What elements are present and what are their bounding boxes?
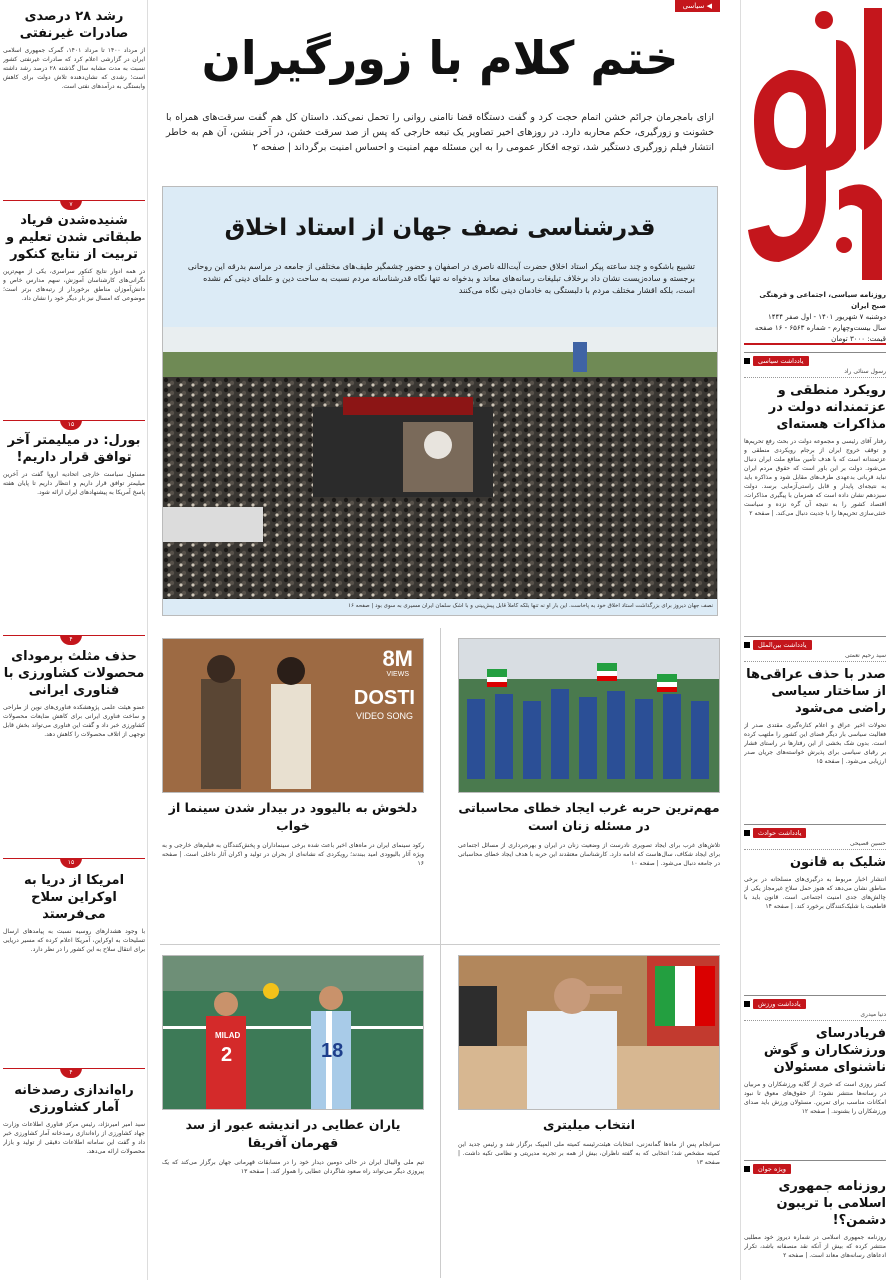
story-card[interactable] [458, 638, 720, 925]
main-headline[interactable]: ختم کلام با زورگیران [201, 31, 679, 85]
player-name: MILAD [215, 1031, 241, 1040]
right-column-item[interactable] [744, 352, 886, 627]
item-body: از مرداد ۱۴۰۰ تا مرداد ۱۴۰۱، گمرک جمهوری اسلامی ایران در گزارشی اعلام کرد که صادرات غیرنفتی کشور نسبت به مدت مشابه سال گذشته ۲۸ درصد رشد داشته است؛ رشدی که نشان‌دهنده تلاش دولت برای کاهش وابستگی به درآمدهای نفتی است. [3, 47, 145, 90]
masthead-date: دوشنبه ۷ شهریور ۱۴۰۱ - اول صفر ۱۴۴۴ [768, 313, 886, 321]
item-body: در همه ادوار نتایج کنکور سراسری، یکی از مهم‌ترین نگرانی‌های کارشناسان آموزش، سهم مدارس خاص و دانش‌آموزان مناطق برخوردار از رتبه‌های برتر است؛ موضوعی که امسال نیز بار دیگر خود را نشان داد. [3, 268, 145, 302]
item-title[interactable]: رشد ۲۸ درصدی صادرات غیرنفتی [19, 9, 129, 41]
masthead-price: قیمت: ۳۰۰۰ تومان [831, 335, 886, 343]
story-title[interactable]: دلخوش به بالیوود در بیدار شدن سینما از خواب [168, 800, 418, 833]
funeral-crowd-photo [163, 327, 718, 599]
column-divider [440, 628, 441, 1278]
square-icon [744, 358, 750, 364]
lead-paragraph: ازای بامجرمان جرائم خشن اتمام حجت کرد و گفت دستگاه قضا ناامنی روانی را تحمل نمی‌کند. داستان کل هم گفت سرقت‌های همراه با خشونت و زورگیری، حکم محاربه دارد. در روزهای اخیر تصاویر یک تبعه خارجی که پس از صد سرقت خشن، در آخر بنشن، آن هم به خاطر انتشار فیلم زورگیری دستگیر شد، توجه افکار عمومی را به این مسئله مهم امنیت و احساس امنیت برگرداند | صفحه ۲ [166, 112, 714, 153]
page-number-badge: ۴ [60, 635, 82, 645]
right-column-item[interactable] [744, 636, 886, 821]
main-content [160, 0, 720, 1280]
song-subtitle: VIDEO SONG [355, 711, 413, 721]
left-column-item[interactable] [3, 1082, 145, 1260]
left-column [0, 0, 148, 1280]
item-title[interactable]: شلیک به قانون [789, 855, 886, 870]
author: حسین فصیحی [744, 840, 886, 850]
author: رسول سنائی راد [744, 368, 886, 378]
section-tag: یادداشت بین‌الملل [753, 640, 812, 650]
story-body: تلاش‌های غرب برای ایجاد تصویری نادرست از وضعیت زنان در ایران و بهره‌برداری از مسائل اجتماعی برای ایجاد شکاف، سال‌هاست که ادامه دارد. کارشناسان معتقدند این حربه با هدف ایجاد خطای محاسباتی در جامعه دنبال می‌شود. | صفحه ۱۰ [458, 842, 720, 867]
newspaper-logo[interactable] [744, 0, 886, 285]
masthead [740, 0, 890, 1280]
section-tag: یادداشت ورزش [753, 999, 806, 1009]
section-tag: ◀ سیاسی [675, 0, 720, 12]
masthead-info [744, 290, 886, 345]
item-title[interactable]: امریکا از دریا به اوکراین سلاح می‌فرستد [23, 873, 125, 922]
item-body: سید امیر امیرنژاد، رئیس مرکز فناوری اطلاعات وزارت جهاد کشاورزی از راه‌اندازی رصدخانه آمار کشاورزی خبر داد و گفت این سامانه اطلاعات دقیقی از تولید و بازار محصولات ارائه می‌دهد. [3, 1121, 145, 1155]
women-athletes-photo [458, 638, 720, 793]
story-body: رکود سینمای ایران در ماه‌های اخیر باعث شده برخی سینماداران و پخش‌کنندگان به فیلم‌های خارجی و به ویژه آثار بالیوودی امید ببندند؛ رویکردی که نشانه‌ای از بحران در تولید و اکران آثار داخلی است. | صفحه ۱۶ [162, 842, 424, 867]
left-column-item[interactable] [3, 212, 145, 397]
author: دنیا میدری [744, 1011, 886, 1021]
player-number: 2 [221, 1044, 233, 1066]
item-body: عضو هیئت علمی پژوهشکده فناوری‌های نوین از طراحی و ساخت فناوری ایرانی برای کاهش ضایعات محصولات کشاورزی خبر داد و گفت این فناوری می‌تواند بخش قابل توجهی از اتلاف محصولات را کاهش دهد. [3, 704, 145, 738]
item-title[interactable]: شنیده‌شدن فریاد طبقاتی شدن تعلیم و تربیت از نتایج کنکور [6, 213, 142, 262]
masthead-description: روزنامه سیاسی، اجتماعی و فرهنگی صبح ایران [759, 291, 886, 310]
song-title: DOSTI [353, 687, 415, 709]
item-title[interactable]: حذف مثلث برموداى محصولات کشاورزی با فناوری ایرانی [3, 649, 145, 698]
square-icon [744, 642, 750, 648]
page-number-badge: ۴ [60, 1068, 82, 1078]
story-title[interactable]: یاران عطایی در اندیشه عبور از سد قهرمان آفریقا [185, 1117, 401, 1150]
story-title[interactable]: انتخاب میلیتری [542, 1117, 636, 1132]
right-column-item[interactable] [744, 1160, 886, 1280]
masthead-issue: سال بیست‌وچهارم - شماره ۶۵۶۳ - ۱۶ صفحه [754, 324, 886, 332]
left-column-item[interactable] [3, 872, 145, 1077]
item-body: با وجود هشدارهای روسیه نسبت به پیامدهای ارسال تسلیحات به اوکراین، آمریکا اعلام کرده که مسیر دریایی برای انتقال سلاح به این کشور را در نظر دارد. [3, 928, 145, 953]
hero-caption: نصف جهان دیروز برای بزرگداشت استاد اخلاق خود به پاخاست. این بار او نه تنها بلکه کاملاً قابل پیش‌بینی و با اشک سلمان ایران مسیری به سوی بود | صفحه ۱۶ [348, 603, 713, 609]
story-card[interactable] [162, 955, 424, 1268]
section-tag: یادداشت حوادث [753, 828, 806, 838]
item-body: انتشار اخبار مربوط به درگیری‌های مسلحانه در برخی مناطق نشان می‌دهد که هنوز حمل سلاح غیرمجاز یکی از چالش‌های جدی امنیت اجتماعی است. قانون باید با قاطعیت با شلیک‌کنندگان برخورد کند. | صفحه ۱۴ [744, 876, 886, 910]
hero-subtitle: تشییع باشکوه و چند ساعته پیکر استاد اخلاق حضرت آیت‌الله ناصری در اصفهان و حضور چشمگیر طیف‌های مختلفی از جامعه در مراسم بدرقه این روحانی برجسته و ساده‌زیست نشان داد برخلاف تبلیغات رسانه‌های معاند و بدخواه نه تنها نگاه قدرشناسانه مردم نسبت به ساحت دین و علمای دینی کم نشده است، بلکه اقشار مختلف مردم با دلبستگی به خادمان دینی نگاه می‌کنند [187, 262, 695, 295]
page-number-badge: ۷ [60, 200, 82, 210]
section-tag: ویژه جوان [753, 1164, 791, 1174]
left-column-item[interactable] [3, 432, 145, 620]
page-number-badge: ۱۵ [60, 420, 82, 430]
left-column-item[interactable] [3, 648, 145, 831]
right-column-item[interactable] [744, 995, 886, 1162]
item-title[interactable]: صدر با حذف عراقی‌ها از ساختار سیاسی راضی می‌شود [746, 667, 886, 716]
item-title[interactable]: روزنامه جمهوری اسلامی با تریبون دشمن؟! [776, 1179, 886, 1228]
play-icon: ◀ [706, 2, 712, 10]
square-icon [744, 830, 750, 836]
views-count: 8M [382, 646, 413, 671]
hero-story[interactable] [162, 186, 718, 616]
item-body: روزنامه جمهوری اسلامی در شماره دیروز خود مطلبی منتشر کرده که بیش از آنکه نقد منصفانه باشد، تکرار ادعاهای رسانه‌های معاند است. | صفحه ۲ [744, 1234, 886, 1259]
page-number-badge: ۱۵ [60, 858, 82, 868]
story-title[interactable]: مهم‌ترین حربه غرب ایجاد خطای محاسباتی در مسئله زنان است [458, 800, 720, 833]
opponent-number: 18 [321, 1040, 344, 1062]
item-title[interactable]: راه‌اندازی رصدخانه آمار کشاورزی [14, 1083, 134, 1115]
story-card[interactable] [458, 955, 720, 1250]
item-body: مسئول سیاست خارجی اتحادیه اروپا گفت در آخرین میلیمتر توافق قرار داریم و انتظار داریم تا پایان هفته پاسخ آمریکا به پیشنهادهای ایران ارائه شود. [3, 471, 145, 496]
item-title[interactable]: بورل: در میلیمتر آخر توافق قرار داریم! [7, 433, 141, 465]
right-column-item[interactable] [744, 824, 886, 975]
hero-title[interactable]: قدرشناسی نصف جهان از استاد اخلاق [224, 215, 656, 241]
logo-mark [744, 0, 886, 285]
square-icon [744, 1001, 750, 1007]
item-body: تحولات اخیر عراق و اعلام کناره‌گیری مقتدی صدر از فعالیت سیاسی بار دیگر فضای این کشور را ملتهب کرده است. بدون شک بخشی از این رفتارها در راستای فشار بر رقبای سیاسی برای پذیرش خواسته‌های جریان صدر ارزیابی می‌شود. | صفحه ۱۵ [744, 722, 886, 765]
masthead-rule [744, 343, 886, 345]
square-icon [744, 1166, 750, 1172]
author: سید رحیم نعمتی [744, 652, 886, 662]
section-tag: یادداشت سیاسی [753, 356, 809, 366]
item-title[interactable]: فریادرسای ورزشکاران و گوش ناشنوای مسئولان [763, 1026, 886, 1075]
salute-official-photo [458, 955, 720, 1110]
left-column-item[interactable] [3, 8, 145, 186]
story-card[interactable] [162, 638, 424, 925]
story-body: تیم ملی والیبال ایران در حالی دومین دیدار خود را در مسابقات قهرمانی جهان برگزار می‌کند که یک پیروزی دیگر می‌تواند راه صعود شاگردان عطایی را هموار کند. | صفحه ۱۳ [162, 1159, 424, 1175]
item-title[interactable]: رویکرد منطقی و عزتمندانه دولت در مذاکرات هسته‌ای [768, 383, 886, 432]
item-body: رفتار آقای رئیسی و مجموعه دولت در بحث رفع تحریم‌ها و توقف خروج ایران از برجام رویکردی منطقی و عزتمندانه است که با هدف تأمین منافع ملت ایران دنبال می‌شود. دولت بر این باور است که حقوق مردم ایران نباید قربانی بدعهدی طرف‌های مقابل شود و مذاکره باید به نتیجه‌ای پایدار و قابل راستی‌آزمایی برسد. دولت سیزدهم نشان داده است که همزمان با پیگیری مذاکرات، اقتصاد کشور را به نتیجه آن گره نزده و سیاست خنثی‌سازی تحریم‌ها را با جدیت دنبال می‌کند. | صفحه ۲ [744, 438, 886, 517]
story-body: سرانجام پس از ماه‌ها گمانه‌زنی، انتخابات هیئت‌رئیسه کمیته ملی المپیک برگزار شد و رئیس جدید این کمیته مشخص شد؛ انتخابی که به گفته ناظران، بیش از همه بر تجربه مدیریتی و نظامی تکیه داشت. | صفحه ۱۳ [458, 1141, 720, 1166]
bollywood-poster-photo [162, 638, 424, 793]
item-body: کمتر روزی است که خبری از گلایه ورزشکاران و مربیان در رسانه‌ها منتشر نشود؛ از حقوق‌های معوق تا نبود امکانات مناسب برای تمرین. مسئولان ورزش باید صدای ورزشکاران را بشنوند. | صفحه ۱۲ [744, 1081, 886, 1115]
row-divider [160, 944, 720, 945]
volleyball-match-photo [162, 955, 424, 1110]
views-label: VIEWS [386, 671, 409, 678]
